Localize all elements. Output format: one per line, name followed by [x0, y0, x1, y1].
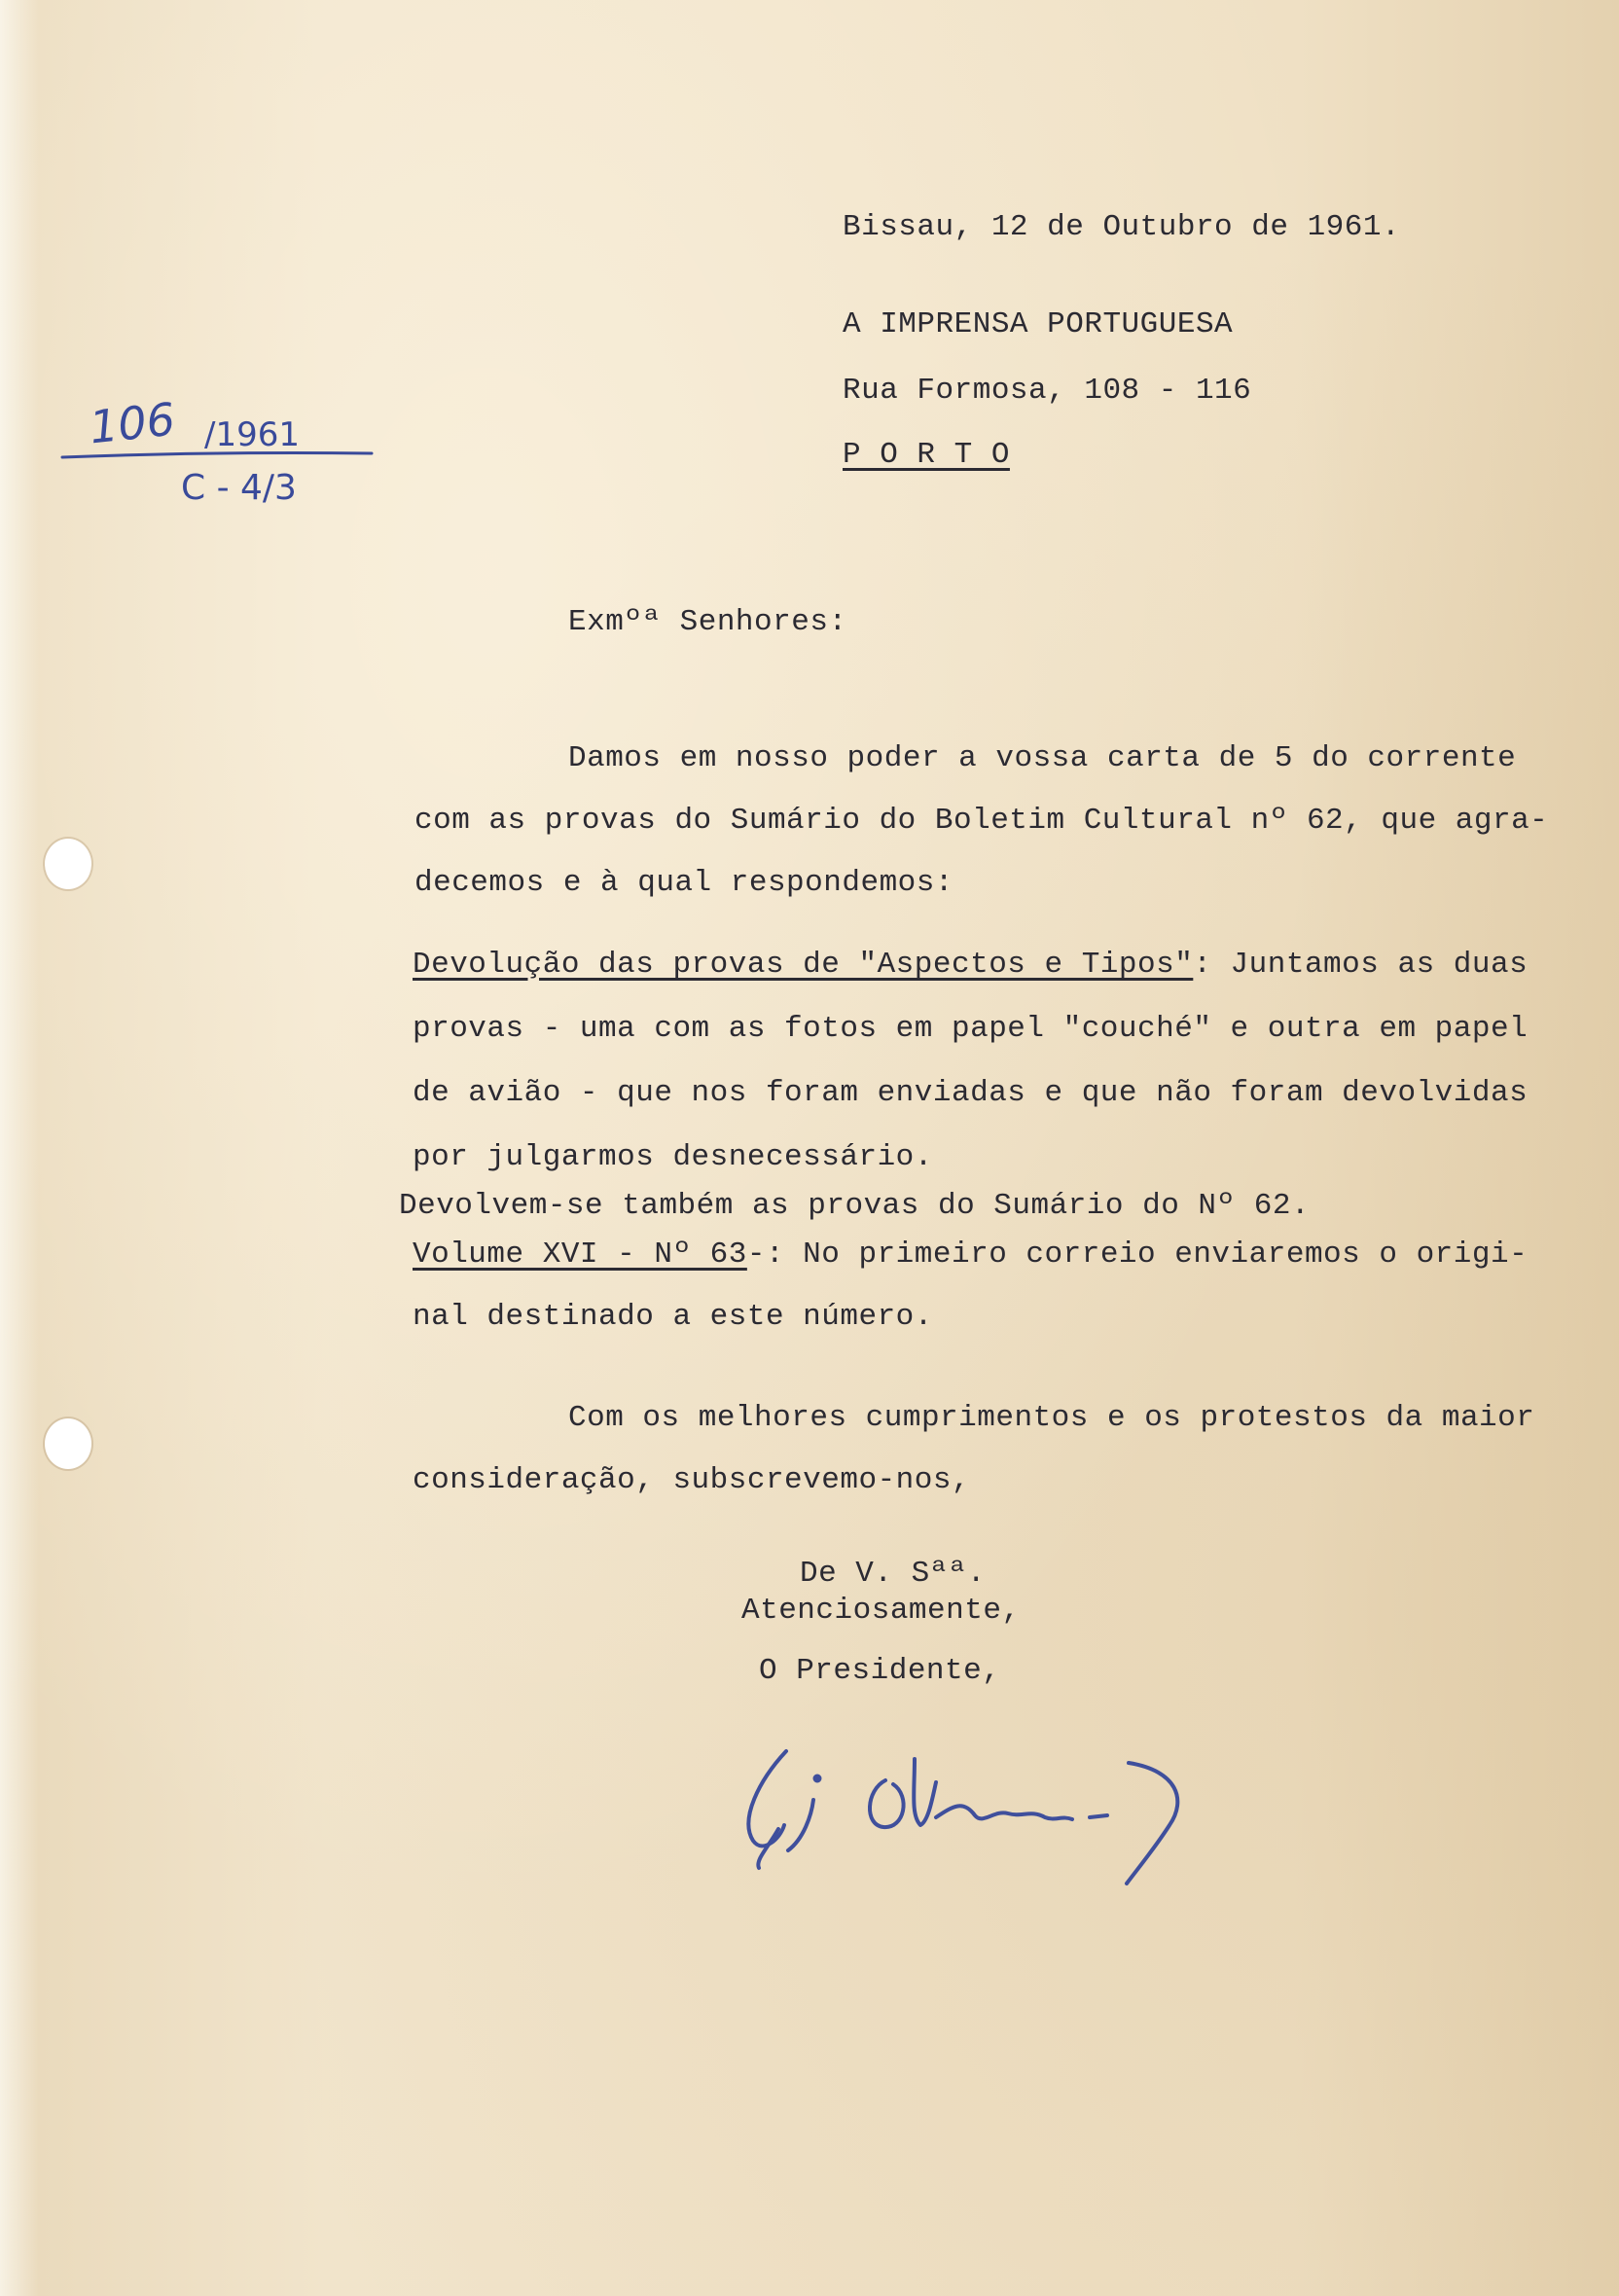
body-paragraph-4-line-1 — [413, 1239, 1528, 1270]
body-paragraph-2-line-3: de avião - que nos foram enviadas e que não foram devolvidas — [413, 1076, 1529, 1110]
body-paragraph-2-line-1 — [413, 950, 1528, 980]
signature — [720, 1732, 1226, 1897]
salutation: Exmºª Senhores: — [568, 605, 847, 639]
body-paragraph-1-line-3: decemos e à qual respondemos: — [414, 866, 953, 900]
signoff-line-3: O Presidente, — [759, 1654, 1001, 1688]
margin-note-reference-year: /1961 — [204, 415, 300, 454]
closing-line-1: Com os melhores cumprimentos e os protestos da maior — [568, 1401, 1535, 1435]
recipient-city: P O R T O — [843, 438, 1010, 472]
signoff-line-1: De V. Sªª. — [800, 1557, 987, 1591]
punch-hole-bottom — [45, 1418, 91, 1469]
body-paragraph-1-line-1: Damos em nosso poder a vossa carta de 5 do corrente — [568, 741, 1517, 775]
recipient-name: A IMPRENSA PORTUGUESA — [843, 307, 1234, 341]
closing-line-2: consideração, subscrevemo-nos, — [413, 1463, 971, 1497]
body-paragraph-2-line-1-rest: : Juntamos as duas — [1193, 948, 1529, 982]
recipient-street: Rua Formosa, 108 - 116 — [843, 374, 1252, 408]
margin-note-underline — [58, 446, 379, 465]
body-paragraph-4-line-2: nal destinado a este número. — [413, 1300, 933, 1334]
section-heading-devolucao: Devolução das provas de "Aspectos e Tipos" — [413, 948, 1194, 982]
body-paragraph-2-line-4: por julgarmos desnecessário. — [413, 1140, 933, 1174]
body-paragraph-1-line-2: com as provas do Sumário do Boletim Cultural nº 62, que agra- — [414, 804, 1549, 838]
margin-note-classification: C - 4/3 — [181, 468, 297, 508]
section-heading-volume: Volume XVI - Nº 63 — [413, 1238, 747, 1272]
paper-fold-shade — [0, 0, 39, 2296]
signoff-line-2: Atenciosamente, — [741, 1594, 1021, 1628]
punch-hole-top — [45, 839, 91, 889]
body-paragraph-4-line-1-rest: -: No primeiro correio enviaremos o origi- — [746, 1238, 1529, 1272]
date-line: Bissau, 12 de Outubro de 1961. — [843, 210, 1401, 244]
body-paragraph-3: Devolvem-se também as provas do Sumário do Nº 62. — [399, 1189, 1311, 1223]
margin-note-reference-number: 106 — [87, 392, 178, 454]
body-paragraph-2-line-2: provas - uma com as fotos em papel "couché" e outra em papel — [413, 1012, 1529, 1046]
